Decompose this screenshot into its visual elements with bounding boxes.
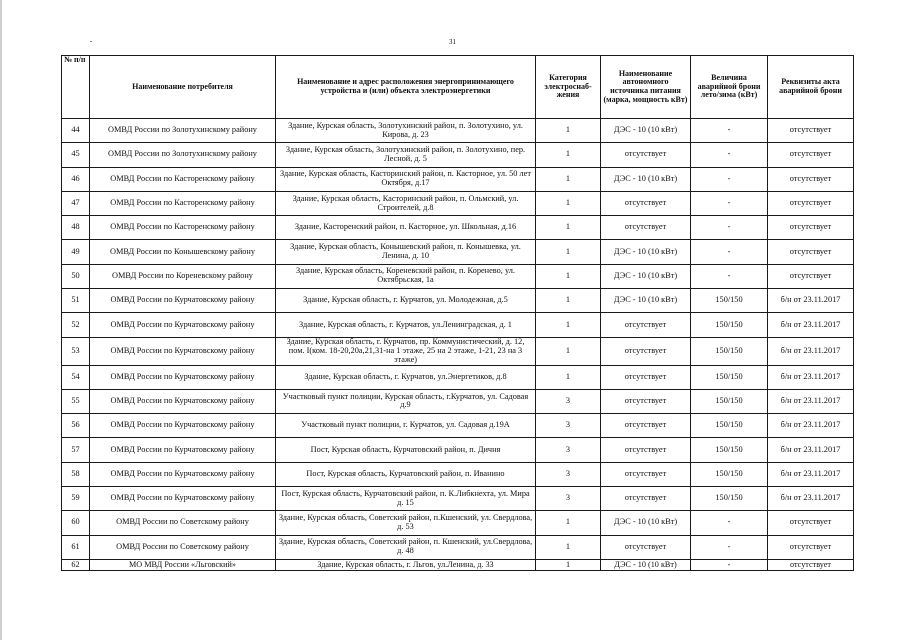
reserve-act-cell: отсутствует	[768, 240, 854, 264]
supply-category-cell: 1	[536, 365, 601, 389]
object-address-cell: Здание, Касторенский район, п. Касторное, ул. Школьная, д.16	[276, 216, 536, 240]
consumer-name-cell: ОМВД России по Курчатовскому району	[90, 337, 276, 365]
emergency-reserve-cell: 150/150	[691, 438, 768, 462]
table-row	[62, 143, 854, 167]
table-row	[62, 487, 854, 511]
supply-category-cell: 3	[536, 462, 601, 486]
power-source-cell: отсутствует	[601, 216, 691, 240]
emergency-reserve-cell: -	[691, 511, 768, 535]
table-header-row	[62, 56, 854, 119]
object-address-cell: Здание, Курская область, г. Курчатов, ул.Ленинградская, д. 1	[276, 313, 536, 337]
row-number-cell: 44	[62, 119, 90, 143]
table-row	[62, 535, 854, 559]
object-address-cell: Пост, Курская область, Курчатовский район, п. Иванино	[276, 462, 536, 486]
table-row	[62, 559, 854, 570]
table-body	[62, 119, 854, 571]
emergency-reserve-cell: -	[691, 264, 768, 288]
supply-category-cell: 1	[536, 216, 601, 240]
supply-category-cell: 1	[536, 535, 601, 559]
consumer-registry-table	[61, 55, 854, 571]
supply-category-cell: 3	[536, 414, 601, 438]
emergency-reserve-cell: -	[691, 119, 768, 143]
power-source-cell: отсутствует	[601, 191, 691, 215]
row-number-cell: 56	[62, 414, 90, 438]
reserve-act-cell: отсутствует	[768, 559, 854, 570]
supply-category-cell: 1	[536, 313, 601, 337]
reserve-act-cell: отсутствует	[768, 216, 854, 240]
row-number-cell: 51	[62, 289, 90, 313]
reserve-act-cell: отсутствует	[768, 191, 854, 215]
power-source-cell: ДЭС - 10 (10 кВт)	[601, 264, 691, 288]
row-number-cell: 47	[62, 191, 90, 215]
power-source-cell: ДЭС - 10 (10 кВт)	[601, 119, 691, 143]
header-number: № п/п	[62, 56, 90, 119]
row-number-cell: 61	[62, 535, 90, 559]
table-row	[62, 389, 854, 413]
row-number-cell: 57	[62, 438, 90, 462]
table-row	[62, 167, 854, 191]
header-category: Категория электроснаб-жения	[536, 56, 601, 119]
row-number-cell: 60	[62, 511, 90, 535]
emergency-reserve-cell: 150/150	[691, 487, 768, 511]
header-power-source: Наименование автономного источника питания (марка, мощность кВт)	[601, 56, 691, 119]
consumer-name-cell: ОМВД России по Золотухинскому району	[90, 119, 276, 143]
reserve-act-cell: б/н от 23.11.2017	[768, 438, 854, 462]
object-address-cell: Пост, Курская область, Курчатовский район, п. К.Либкнехта, ул. Мира д. 15	[276, 487, 536, 511]
supply-category-cell: 1	[536, 511, 601, 535]
object-address-cell: Здание, Курская область, Касторинский район, п. Ольмский, ул. Строителей, д.8	[276, 191, 536, 215]
consumer-name-cell: ОМВД России по Кореневскому району	[90, 264, 276, 288]
emergency-reserve-cell: -	[691, 167, 768, 191]
object-address-cell: Здание, Курская область, г. Льгов, ул.Ленина, д. 33	[276, 559, 536, 570]
row-number-cell: 52	[62, 313, 90, 337]
header-consumer: Наименование потребителя	[90, 56, 276, 119]
supply-category-cell: 1	[536, 143, 601, 167]
emergency-reserve-cell: 150/150	[691, 462, 768, 486]
table-row	[62, 365, 854, 389]
consumer-name-cell: ОМВД России по Курчатовскому району	[90, 289, 276, 313]
supply-category-cell: 1	[536, 559, 601, 570]
consumer-name-cell: ОМВД России по Курчатовскому району	[90, 365, 276, 389]
power-source-cell: отсутствует	[601, 337, 691, 365]
object-address-cell: Здание, Курская область, Касторинский район, п. Касторное, ул. 50 лет Октября, д.17	[276, 167, 536, 191]
consumer-name-cell: ОМВД России по Касторенскому району	[90, 167, 276, 191]
supply-category-cell: 3	[536, 487, 601, 511]
object-address-cell: Здание, Курская область, Кореневский район, п. Коренево, ул. Октябрьская, 1а	[276, 264, 536, 288]
emergency-reserve-cell: -	[691, 559, 768, 570]
header-reserve: Величина аварийной брони лето/зима (кВт)	[691, 56, 768, 119]
supply-category-cell: 1	[536, 264, 601, 288]
table-row	[62, 264, 854, 288]
power-source-cell: отсутствует	[601, 535, 691, 559]
emergency-reserve-cell: 150/150	[691, 289, 768, 313]
object-address-cell: Здание, Курская область, Золотухинский район, п. Золотухино, пер. Лесной, д. 5	[276, 143, 536, 167]
row-number-cell: 48	[62, 216, 90, 240]
reserve-act-cell: отсутствует	[768, 167, 854, 191]
emergency-reserve-cell: -	[691, 216, 768, 240]
consumer-name-cell: ОМВД России по Конышевскому району	[90, 240, 276, 264]
row-number-cell: 50	[62, 264, 90, 288]
header-address: Наименование и адрес расположения энергопринимающего устройства и (или) объекта электроэнергетики	[276, 56, 536, 119]
emergency-reserve-cell: -	[691, 240, 768, 264]
consumer-name-cell: ОМВД России по Касторенскому району	[90, 191, 276, 215]
power-source-cell: отсутствует	[601, 313, 691, 337]
scan-speck	[90, 41, 92, 42]
table-row	[62, 414, 854, 438]
power-source-cell: ДЭС - 10 (10 кВт)	[601, 511, 691, 535]
object-address-cell: Здание, Курская область, Золотухинский район, п. Золотухино, ул. Кирова, д. 23	[276, 119, 536, 143]
row-number-cell: 45	[62, 143, 90, 167]
consumer-name-cell: ОМВД России по Золотухинскому району	[90, 143, 276, 167]
row-number-cell: 46	[62, 167, 90, 191]
reserve-act-cell: б/н от 23.11.2017	[768, 487, 854, 511]
supply-category-cell: 1	[536, 289, 601, 313]
consumer-name-cell: ОМВД России по Касторенскому району	[90, 216, 276, 240]
table-row	[62, 313, 854, 337]
consumer-name-cell: МО МВД России «Льговский»	[90, 559, 276, 570]
supply-category-cell: 1	[536, 119, 601, 143]
emergency-reserve-cell: -	[691, 535, 768, 559]
supply-category-cell: 3	[536, 438, 601, 462]
power-source-cell: ДЭС - 10 (10 кВт)	[601, 289, 691, 313]
reserve-act-cell: б/н от 23.11.2017	[768, 389, 854, 413]
power-source-cell: отсутствует	[601, 487, 691, 511]
reserve-act-cell: отсутствует	[768, 143, 854, 167]
power-source-cell: ДЭС - 10 (10 кВт)	[601, 559, 691, 570]
object-address-cell: Здание, Курская область, г. Курчатов, ул.Энергетиков, д.8	[276, 365, 536, 389]
consumer-name-cell: ОМВД России по Курчатовскому району	[90, 438, 276, 462]
object-address-cell: Здание, Курская область, г. Курчатов, пр. Коммунистический, д. 12, пом. I(ком. 18-20,20а,21,31-на 1 этаже, 25 на 2 этаже, 1-21, 23 на 3 этаже)	[276, 337, 536, 365]
emergency-reserve-cell: 150/150	[691, 414, 768, 438]
power-source-cell: отсутствует	[601, 389, 691, 413]
reserve-act-cell: б/н от 23.11.2017	[768, 365, 854, 389]
row-number-cell: 55	[62, 389, 90, 413]
power-source-cell: ДЭС - 10 (10 кВт)	[601, 240, 691, 264]
reserve-act-cell: б/н от 23.11.2017	[768, 462, 854, 486]
table-row	[62, 240, 854, 264]
emergency-reserve-cell: -	[691, 191, 768, 215]
object-address-cell: Пост, Курская область, Курчатовский район, п. Дичня	[276, 438, 536, 462]
reserve-act-cell: отсутствует	[768, 535, 854, 559]
supply-category-cell: 1	[536, 240, 601, 264]
power-source-cell: отсутствует	[601, 143, 691, 167]
row-number-cell: 53	[62, 337, 90, 365]
row-number-cell: 49	[62, 240, 90, 264]
consumer-name-cell: ОМВД России по Советскому району	[90, 511, 276, 535]
object-address-cell: Здание, Курская область, Советский район, п.Кшенский, ул. Свердлова, д. 53	[276, 511, 536, 535]
table-row	[62, 438, 854, 462]
object-address-cell: Участковый пункт полиции, Курская область, г.Курчатов, ул. Садовая д.9	[276, 389, 536, 413]
page-number: 31	[449, 38, 456, 46]
supply-category-cell: 3	[536, 389, 601, 413]
table-row	[62, 462, 854, 486]
table-row	[62, 337, 854, 365]
power-source-cell: отсутствует	[601, 438, 691, 462]
emergency-reserve-cell: -	[691, 143, 768, 167]
consumer-name-cell: ОМВД России по Советскому району	[90, 535, 276, 559]
object-address-cell: Участковый пункт полиции, г. Курчатов, ул. Садовая д.19А	[276, 414, 536, 438]
row-number-cell: 58	[62, 462, 90, 486]
emergency-reserve-cell: 150/150	[691, 337, 768, 365]
emergency-reserve-cell: 150/150	[691, 389, 768, 413]
object-address-cell: Здание, Курская область, Советский район, п. Кшенский, ул.Свердлова, д. 48	[276, 535, 536, 559]
row-number-cell: 62	[62, 559, 90, 570]
reserve-act-cell: отсутствует	[768, 119, 854, 143]
reserve-act-cell: б/н от 23.11.2017	[768, 414, 854, 438]
consumer-name-cell: ОМВД России по Курчатовскому району	[90, 389, 276, 413]
consumer-name-cell: ОМВД России по Курчатовскому району	[90, 487, 276, 511]
consumer-name-cell: ОМВД России по Курчатовскому району	[90, 313, 276, 337]
row-number-cell: 59	[62, 487, 90, 511]
supply-category-cell: 1	[536, 167, 601, 191]
scan-edge	[0, 0, 2, 640]
supply-category-cell: 1	[536, 337, 601, 365]
reserve-act-cell: отсутствует	[768, 264, 854, 288]
table-row	[62, 191, 854, 215]
consumer-name-cell: ОМВД России по Курчатовскому району	[90, 462, 276, 486]
table-row	[62, 119, 854, 143]
object-address-cell: Здание, Курская область, Конышевский район, п. Конышевка, ул. Ленина, д. 10	[276, 240, 536, 264]
reserve-act-cell: б/н от 23.11.2017	[768, 313, 854, 337]
reserve-act-cell: б/н от 23.11.2017	[768, 337, 854, 365]
table-row	[62, 216, 854, 240]
consumer-name-cell: ОМВД России по Курчатовскому району	[90, 414, 276, 438]
emergency-reserve-cell: 150/150	[691, 313, 768, 337]
power-source-cell: отсутствует	[601, 414, 691, 438]
reserve-act-cell: отсутствует	[768, 511, 854, 535]
emergency-reserve-cell: 150/150	[691, 365, 768, 389]
power-source-cell: ДЭС - 10 (10 кВт)	[601, 167, 691, 191]
table-row	[62, 289, 854, 313]
table-row	[62, 511, 854, 535]
header-act: Реквизиты акта аварийной брони	[768, 56, 854, 119]
power-source-cell: отсутствует	[601, 365, 691, 389]
row-number-cell: 54	[62, 365, 90, 389]
reserve-act-cell: б/н от 23.11.2017	[768, 289, 854, 313]
object-address-cell: Здание, Курская область, г. Курчатов, ул. Молодежная, д.5	[276, 289, 536, 313]
supply-category-cell: 1	[536, 191, 601, 215]
power-source-cell: отсутствует	[601, 462, 691, 486]
